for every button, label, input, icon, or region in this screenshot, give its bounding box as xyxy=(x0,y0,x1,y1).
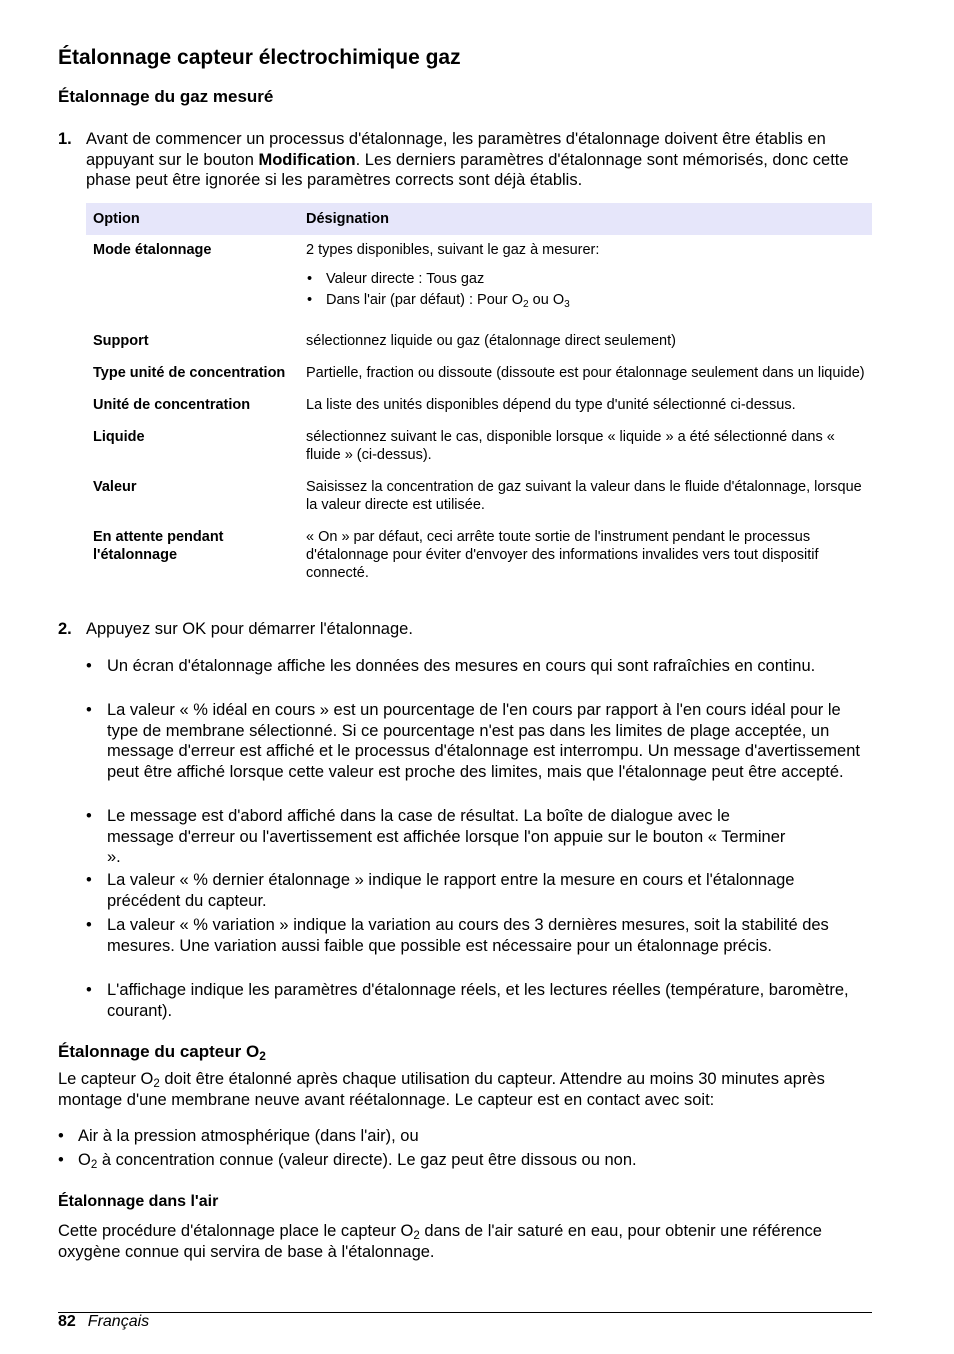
subscript: 2 xyxy=(153,1078,160,1090)
option-cell: Valeur xyxy=(93,479,137,495)
step-number-2: 2. xyxy=(58,620,72,638)
bullet-icon: • xyxy=(58,1127,64,1145)
subscript: 3 xyxy=(564,299,570,310)
designation-cell: Partielle, fraction ou dissoute (dissoute est pour étalonnage seulement dans un liquide) xyxy=(306,365,865,381)
mode-item-text: ou O xyxy=(528,292,565,308)
bullet-text: Un écran d'étalonnage affiche les données des mesures en cours qui sont rafraîchies en continu. xyxy=(107,657,816,675)
column-header-designation: Désignation xyxy=(299,203,872,235)
section-heading-measured-gas: Étalonnage du gaz mesuré xyxy=(58,87,274,106)
designation-cell: La liste des unités disponibles dépend du type d'unité sélectionné ci-dessus. xyxy=(306,397,796,413)
table-row xyxy=(86,325,872,358)
list-item xyxy=(86,700,872,804)
bullet-icon: • xyxy=(58,1151,64,1169)
bullet-text xyxy=(78,1150,868,1171)
step-1-text-after: . Les derniers paramètres d'étalonnage sont mémorisés, donc cette phase peut être ignorée si les paramètres corrects sont déjà établis. xyxy=(86,150,849,189)
designation-cell: Saisissez la concentration de gaz suivant la valeur dans le fluide d'étalonnage, lorsque la valeur directe est utilisée. xyxy=(306,479,862,513)
bullet-icon: • xyxy=(86,871,92,889)
paragraph-text: Le capteur O xyxy=(58,1070,154,1088)
list-item xyxy=(86,870,872,912)
paragraph-text: Cette procédure d'étalonnage place le capteur O xyxy=(58,1222,414,1240)
option-cell: Type unité de concentration xyxy=(93,365,286,381)
column-header-option: Option xyxy=(86,203,299,235)
mode-list xyxy=(306,269,865,311)
designation-cell xyxy=(299,235,872,325)
step-2-text: Appuyez sur OK pour démarrer l'étalonnage. xyxy=(86,620,413,638)
list-item xyxy=(86,656,872,698)
step-1-text xyxy=(86,129,872,191)
step-number-1: 1. xyxy=(58,130,72,148)
table-row xyxy=(86,235,872,325)
bullet-text: La valeur « % dernier étalonnage » indique le rapport entre la mesure en cours et l'étalonnage précédent du capteur. xyxy=(107,871,795,910)
mode-item-text: Dans l'air (par défaut) : Pour O xyxy=(326,292,523,308)
subscript: 2 xyxy=(90,1159,98,1171)
section-heading-air: Étalonnage dans l'air xyxy=(58,1193,219,1210)
designation-cell: sélectionnez suivant le cas, disponible lorsque « liquide » a été sélectionné dans « fluide » (ci-dessus). xyxy=(306,429,835,463)
list-item xyxy=(86,980,872,1022)
designation-cell: « On » par défaut, ceci arrête toute sortie de l'instrument pendant le processus d'étalonnage pour éviter d'envoyer des informations invalides vers tout dispositif connecté. xyxy=(306,529,819,581)
footer-divider xyxy=(58,1312,872,1313)
list-item xyxy=(58,1150,872,1174)
bullet-icon: • xyxy=(86,981,92,999)
heading-text: Étalonnage du capteur O xyxy=(58,1042,260,1061)
designation-cell: sélectionnez liquide ou gaz (étalonnage direct seulement) xyxy=(306,333,676,349)
footer-language: Français xyxy=(87,1313,150,1330)
bullet-text: La valeur « % idéal en cours » est un pourcentage de l'en cours par rapport à l'en cours idéal pour le type de membrane sélectionné. Si ce pourcentage n'est pas dans les limites de plage acceptée, un message d'erreur est affiché et le processus d'étalonnage est interrompu. Un message d'avertissement peut être affiché lorsque cette valeur est proche des limites, mais que l'étalonnage peut être accepté. xyxy=(107,701,860,781)
bullet-text: L'affichage indique les paramètres d'étalonnage réels, et les lectures réelles (température, baromètre, courant). xyxy=(107,981,849,1020)
bullet-text: Air à la pression atmosphérique (dans l'air), ou xyxy=(78,1127,419,1145)
list-item xyxy=(306,290,865,311)
section-heading-o2 xyxy=(58,1042,266,1062)
subscript: 2 xyxy=(413,1230,420,1242)
bullet-text-part: à concentration connue (valeur directe). Le gaz peut être dissous ou non. xyxy=(97,1151,637,1169)
table-row xyxy=(86,358,872,390)
o2-intro-paragraph xyxy=(58,1069,872,1110)
table-header-row xyxy=(86,203,872,235)
subscript: 2 xyxy=(259,1049,266,1063)
option-cell: Unité de concentration xyxy=(93,397,251,413)
bullet-icon: • xyxy=(86,657,92,675)
option-cell: En attente pendant l'étalonnage xyxy=(93,529,224,563)
page-number: 82 xyxy=(58,1313,76,1330)
list-item: • Valeur directe : Tous gaz xyxy=(306,269,865,290)
bullet-text-part: O xyxy=(78,1151,91,1169)
modification-keyword: Modification xyxy=(258,150,356,169)
mode-description: 2 types disponibles, suivant le gaz à mesurer: xyxy=(306,242,600,258)
paragraph-text: dans de l'air saturé en eau, pour obtenir une référence oxygène connue qui servira de base à l'étalonnage. xyxy=(58,1222,822,1261)
air-paragraph xyxy=(58,1221,872,1262)
option-cell: Liquide xyxy=(93,429,145,445)
step-1-text-before: Avant de commencer un processus d'étalonnage, les paramètres d'étalonnage doivent être établis en appuyant sur le bouton xyxy=(86,130,826,169)
bullet-icon: • xyxy=(86,701,92,719)
list-item xyxy=(58,1126,872,1148)
table-row xyxy=(86,422,872,472)
page-footer xyxy=(58,1313,149,1331)
option-cell: Mode étalonnage xyxy=(93,242,212,258)
bullet-icon: • xyxy=(86,807,92,825)
paragraph-text: doit être étalonné après chaque utilisation du capteur. Attendre au moins 30 minutes après montage d'une membrane neuve avant réétalonnage. Le capteur est en contact avec soit: xyxy=(58,1070,825,1109)
subscript: 2 xyxy=(523,299,529,310)
bullet-text: Le message est d'abord affiché dans la case de résultat. La boîte de dialogue avec le message d'erreur ou l'avertissement est affichée lorsque l'on appuie sur le bouton « Terminer ». xyxy=(107,807,786,866)
list-item xyxy=(86,806,872,868)
table-row xyxy=(86,522,872,590)
list-item xyxy=(86,915,872,977)
table-row xyxy=(86,472,872,522)
bullet-text: La valeur « % variation » indique la variation au cours des 3 dernières mesures, soit la stabilité des mesures. Une variation aussi faible que possible est nécessaire pour un étalonnage précis. xyxy=(107,916,829,955)
options-table xyxy=(86,203,872,590)
option-cell: Support xyxy=(93,333,149,349)
page-title: Étalonnage capteur électrochimique gaz xyxy=(58,46,461,69)
table-row xyxy=(86,390,872,422)
bullet-icon: • xyxy=(86,916,92,934)
